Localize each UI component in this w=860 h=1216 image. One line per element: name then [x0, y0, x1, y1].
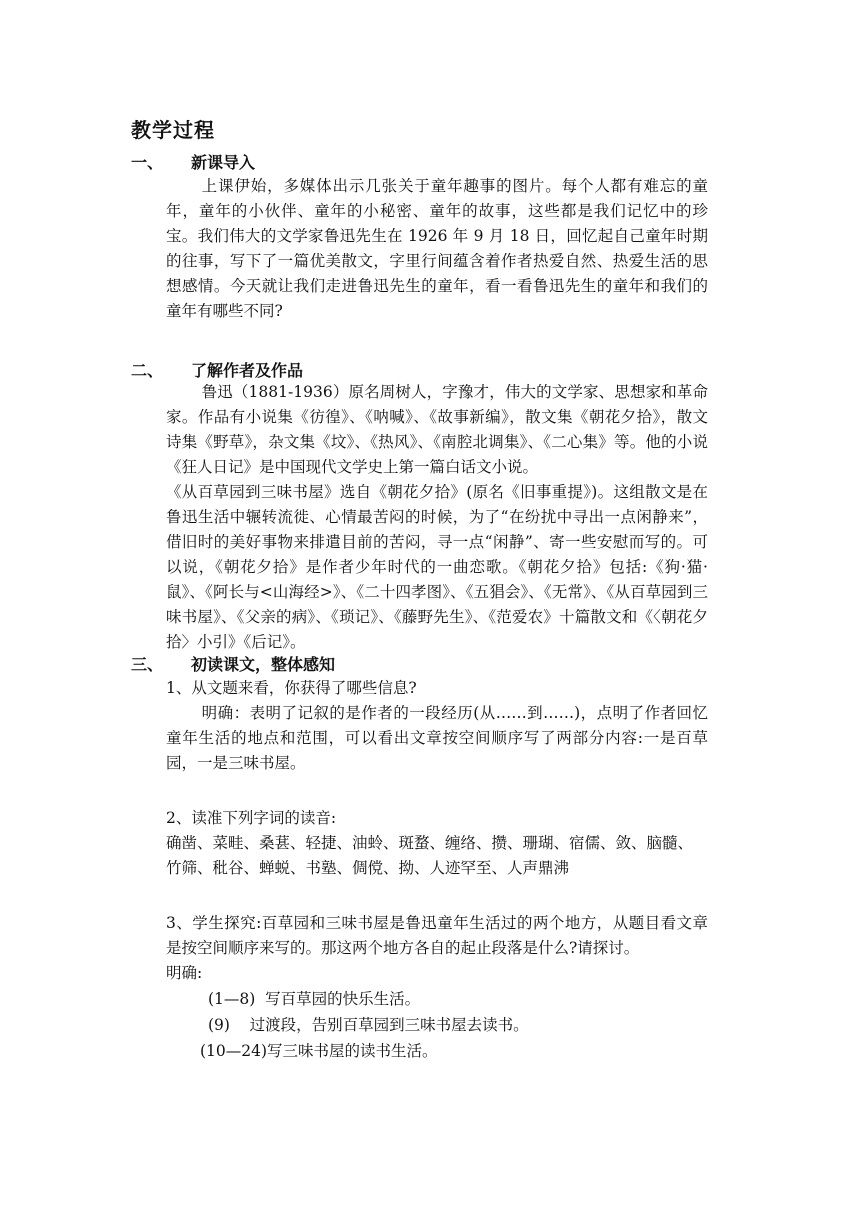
section-2-number: 二、	[131, 361, 164, 380]
vocabulary-line-2: 竹筛、秕谷、蝉蜕、书塾、倜傥、拗、人迹罕至、人声鼎沸	[166, 859, 570, 877]
answer-3-item-1: (1—8) 写百草园的快乐生活。	[208, 990, 421, 1008]
section-3-number: 三、	[131, 655, 164, 674]
section-2-heading	[131, 358, 303, 381]
question-3: 3、学生探究:百草园和三味书屋是鲁迅童年生活过的两个地方，从题目看文章是按空间顺序来写的。那这两个地方各自的起止段落是什么?请探讨。	[166, 914, 708, 957]
vocabulary-line-1: 确凿、菜畦、桑葚、轻捷、油蛉、斑蝥、缠络、攒、珊瑚、宿儒、敛、脑髓、	[166, 834, 694, 852]
answer-1: 明确：表明了记叙的是作者的一段经历(从……到……)，点明了作者回忆童年生活的地点和范围，可以看出文章按空间顺序写了两部分内容:一是百草园，一是三味书屋。	[166, 704, 708, 772]
section-1-heading	[131, 150, 255, 173]
answer-3-item-2: (9) 过渡段，告别百草园到三味书屋去读书。	[208, 1016, 529, 1034]
section-2-title: 了解作者及作品	[191, 361, 304, 380]
section-3-title: 初读课文，整体感知	[191, 655, 336, 674]
answer-3-label: 明确:	[166, 964, 203, 982]
section-2-paragraph-author: 鲁迅（1881-1936）原名周树人，字豫才，伟大的文学家、思想家和革命家。作品有小说集《彷徨》、《呐喊》、《故事新编》，散文集《朝花夕拾》，散文诗集《野草》，杂文集《坟》、《热风》、《南腔北调集》、《二心集》等。他的小说《狂人日记》是中国现代文学史上第一篇白话文小说。	[166, 383, 708, 476]
section-1-paragraph: 上课伊始，多媒体出示几张关于童年趣事的图片。每个人都有难忘的童年，童年的小伙伴、童年的小秘密、童年的故事，这些都是我们记忆中的珍宝。我们伟大的文学家鲁迅先生在 1926 年 9 月 18 日，回忆起自己童年时期的往事，写下了一篇优美散文，字里行间蕴含着作者热爱自然、热爱生活的思想感情。今天就让我们走进鲁迅先生的童年，看一看鲁迅先生的童年和我们的童年有哪些不同?	[166, 177, 708, 320]
answer-3-item-3: (10—24)写三味书屋的读书生活。	[200, 1042, 438, 1060]
section-1-number: 一、	[131, 153, 164, 172]
question-2: 2、读准下列字词的读音:	[166, 809, 337, 827]
document-title: 教学过程	[131, 118, 215, 142]
section-1-title: 新课导入	[191, 153, 256, 172]
section-2-paragraph-work: 《从百草园到三味书屋》选自《朝花夕拾》(原名《旧事重提》)。这组散文是在鲁迅生活中辗转流徙、心情最苦闷的时候，为了“在纷扰中寻出一点闲静来”，借旧时的美好事物来排遣目前的苦闷，寻一点“闲静”、寄一些安慰而写的。可以说，《朝花夕拾》是作者少年时代的一曲恋歌。《朝花夕拾》包括:《狗·猫·鼠》、《阿长与<山海经>》、《二十四孝图》、《五猖会》、《无常》、《从百草园到三味书屋》、《父亲的病》、《琐记》、《藤野先生》、《范爱农》十篇散文和《〈朝花夕拾〉小引》《后记》。	[166, 483, 708, 651]
section-3-heading	[131, 652, 335, 675]
question-1: 1、从文题来看，你获得了哪些信息?	[166, 679, 417, 697]
